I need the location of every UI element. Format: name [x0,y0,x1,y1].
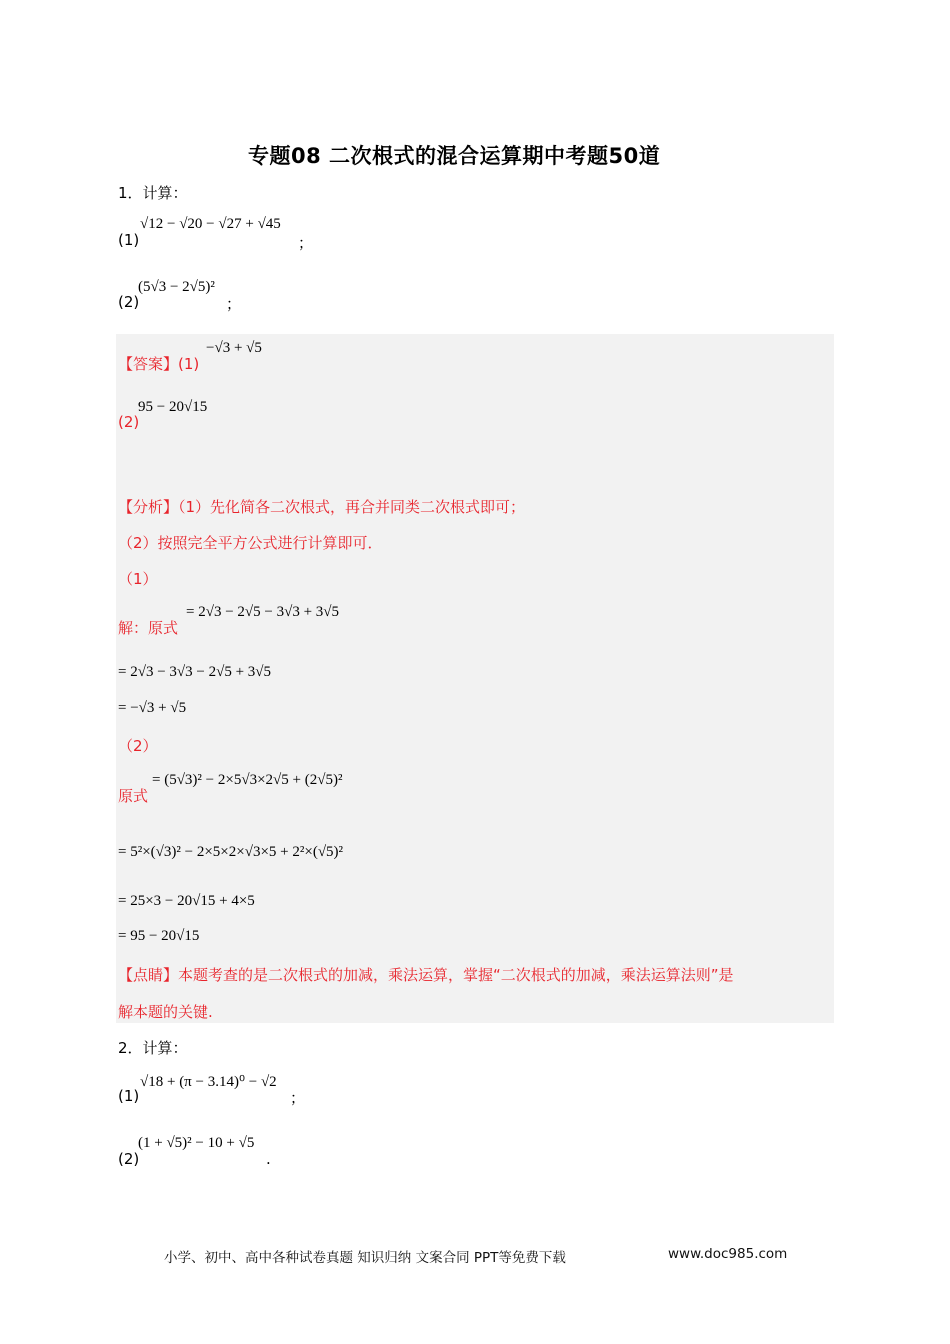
solution-2-intro: 原式 [118,787,149,805]
comment-line-1: 【点睛】本题考查的是二次根式的加减，乘法运算，掌握“二次根式的加减，乘法运算法则”是 [118,966,734,984]
solution-1-label: （1） [118,570,158,588]
answer-2-expression: 95 − 20√15 [138,399,208,415]
solution-1-intro: 解：原式 [118,619,179,637]
footer-text: 小学、初中、高中各种试卷真题 知识归纳 文案合同 PPT等免费下载 [164,1250,566,1266]
q1-part1-label: (1) [118,231,140,249]
question-1-stem: 1．计算： [118,184,188,202]
question-2-stem: 2．计算： [118,1039,188,1057]
solution-2-step-1: = (5√3)² − 2×5√3×2√5 + (2√5)² [152,772,343,788]
answer-2-label: (2) [118,413,140,431]
q1-part1-end: ； [298,234,314,252]
q2-part1-label: (1) [118,1087,140,1105]
q1-part2-end: ； [226,295,242,313]
comment-line-2: 解本题的关键. [118,1003,213,1021]
q2-part2-end: . [266,1150,271,1168]
analysis-line-1: 【分析】（1）先化简各二次根式，再合并同类二次根式即可； [118,498,526,516]
solution-1-step-2: = 2√3 − 3√3 − 2√5 + 3√5 [118,664,272,680]
answer-1-expression: −√3 + √5 [206,340,262,356]
q1-part2-expression: (5√3 − 2√5)² [138,279,215,295]
q1-part2-label: (2) [118,293,140,311]
solution-1-step-1: = 2√3 − 2√5 − 3√3 + 3√5 [186,604,340,620]
footer-site-link[interactable]: www.doc985.com [668,1246,788,1262]
analysis-line-2: （2）按照完全平方公式进行计算即可． [118,534,383,552]
solution-2-step-2: = 5²×(√3)² − 2×5×2×√3×5 + 2²×(√5)² [118,844,344,860]
answer-tag [118,353,199,374]
answer-tag-label: 【答案】 [118,355,179,373]
q2-part2-expression: (1 + √5)² − 10 + √5 [138,1135,255,1151]
q2-part1-expression: √18 + (π − 3.14)⁰ − √2 [140,1074,277,1090]
solution-2-step-3: = 25×3 − 20√15 + 4×5 [118,893,255,909]
q2-part2-label: (2) [118,1150,140,1168]
q2-part1-end: ； [290,1089,306,1107]
answer-1-label: (1) [178,355,200,373]
solution-2-step-4: = 95 − 20√15 [118,928,200,944]
solution-2-label: （2） [118,737,158,755]
page-title: 专题08 二次根式的混合运算期中考题50道 [248,144,661,168]
q1-part1-expression: √12 − √20 − √27 + √45 [140,216,281,232]
solution-1-step-3: = −√3 + √5 [118,700,187,716]
